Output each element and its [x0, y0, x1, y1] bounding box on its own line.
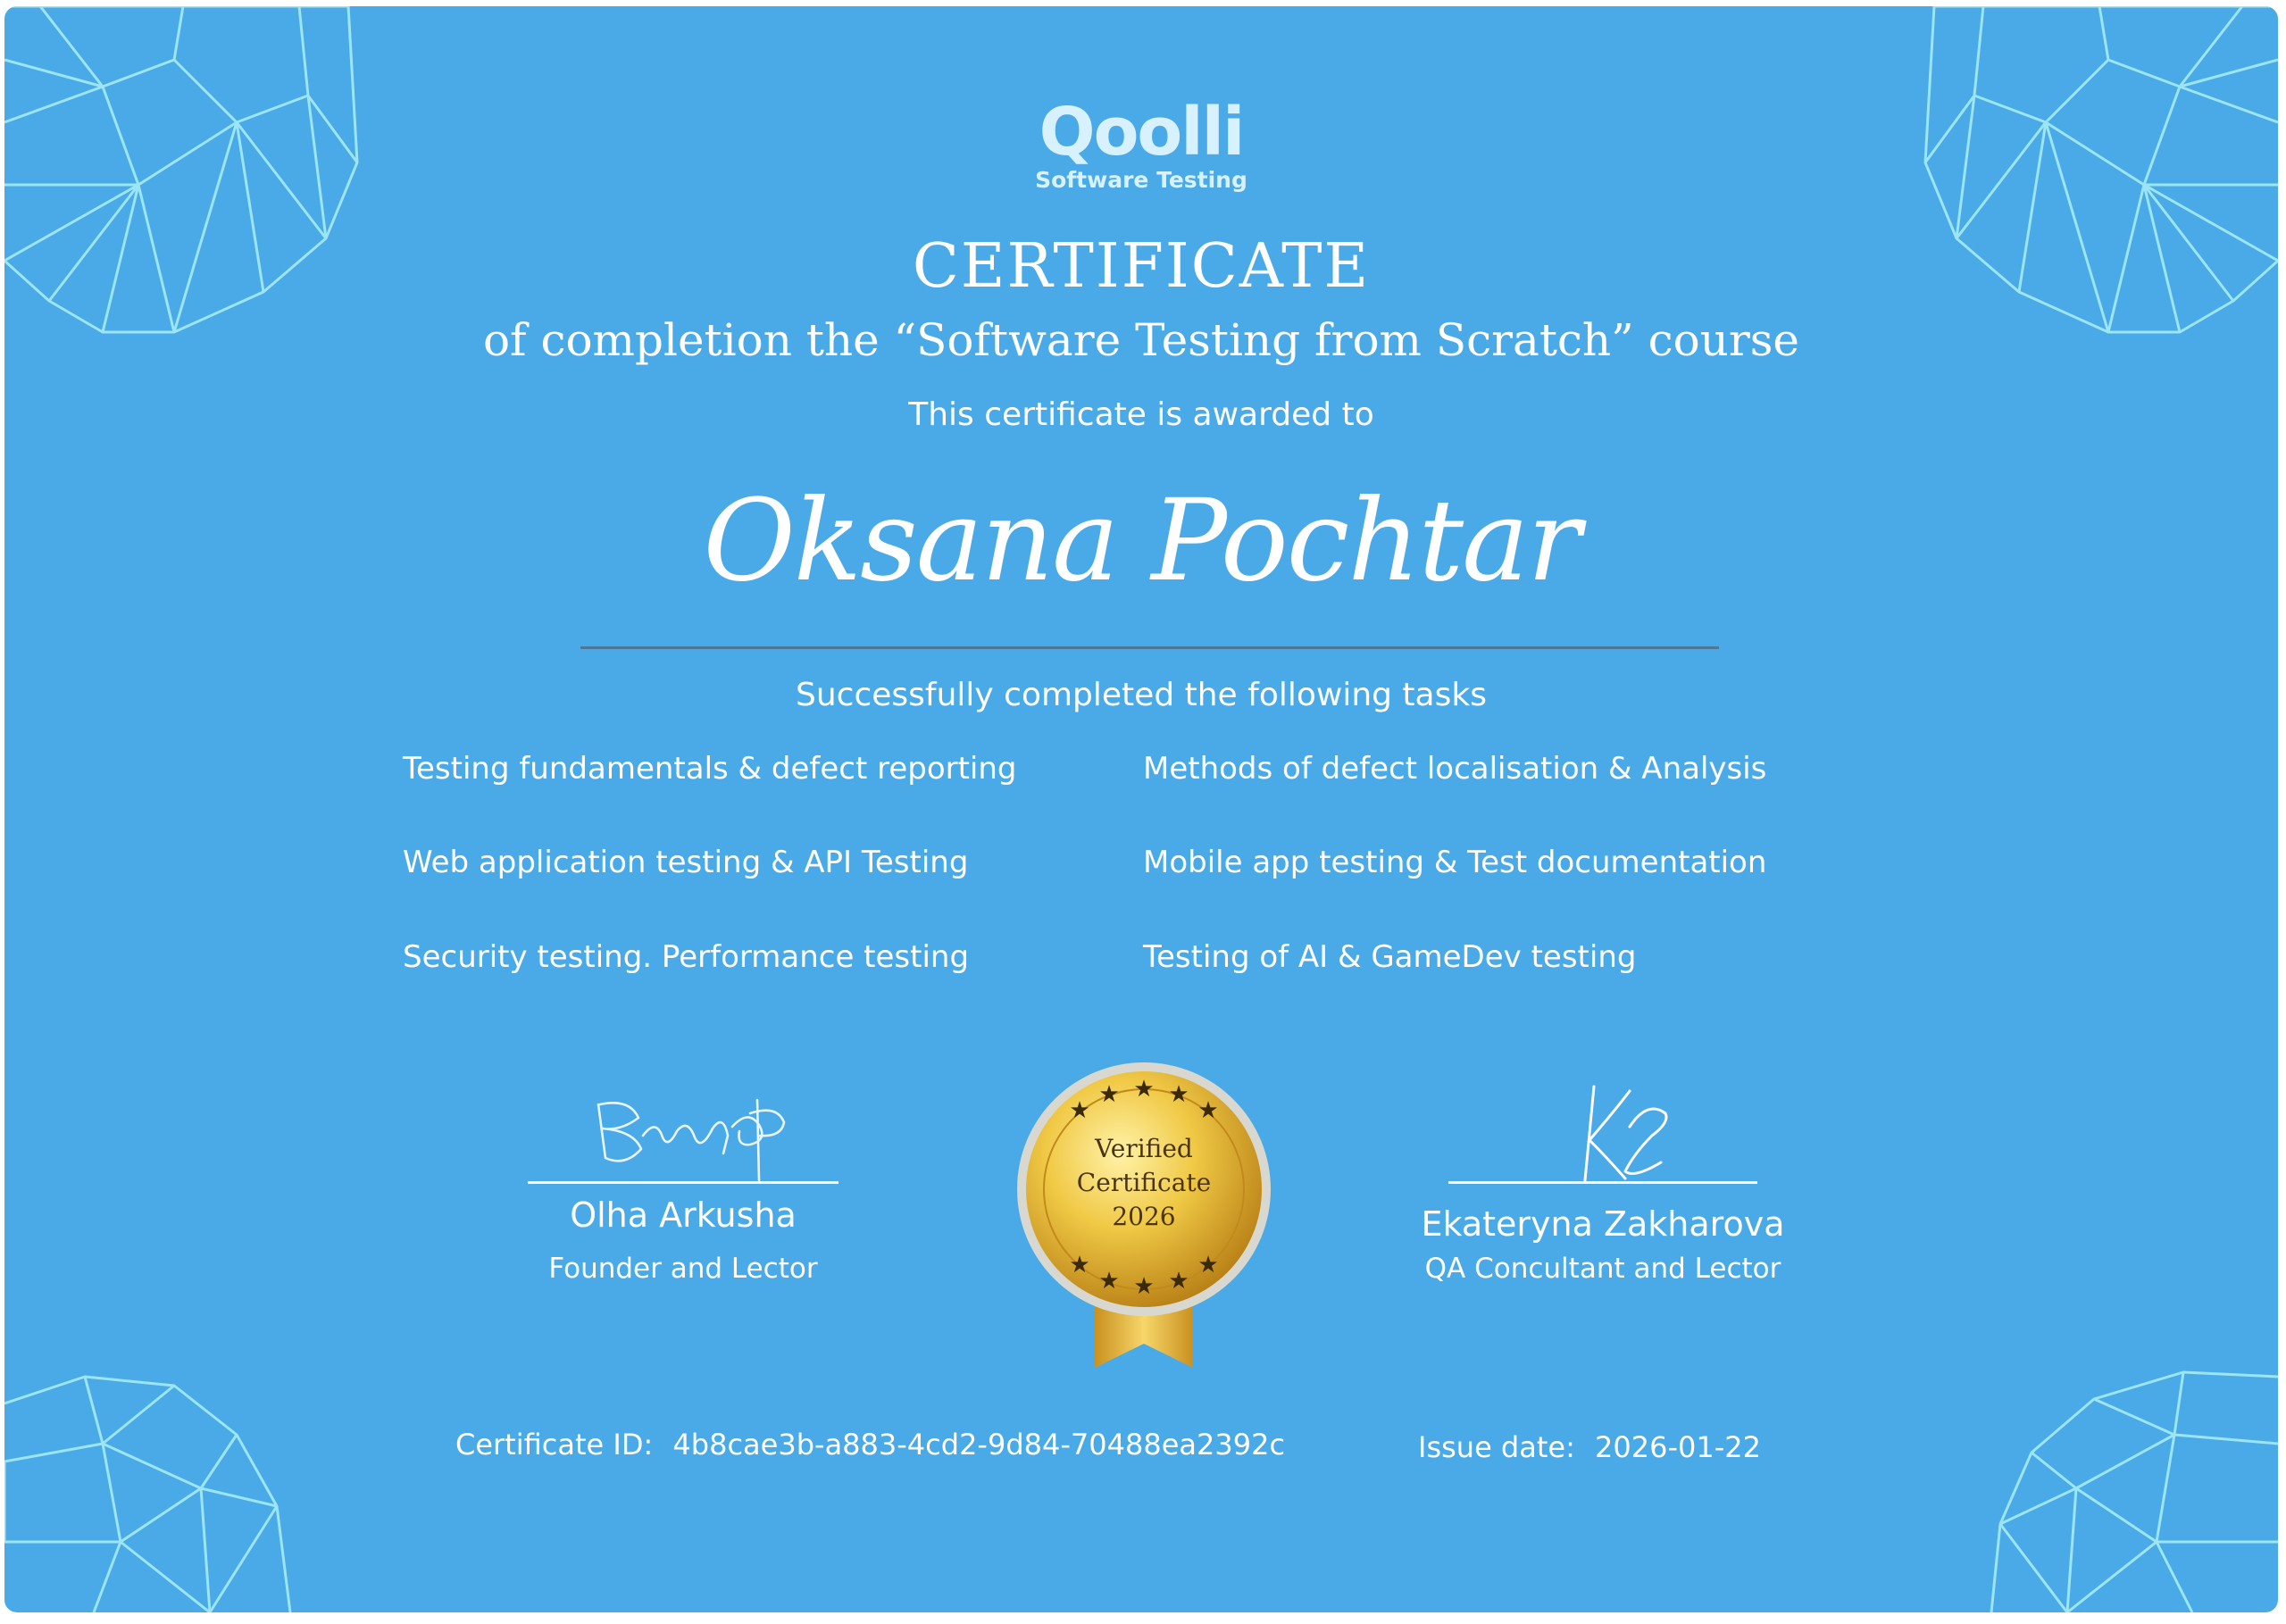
svg-text:★: ★ — [1197, 1252, 1219, 1278]
task-item: Mobile app testing & Test documentation — [1143, 845, 1767, 880]
task-item: Security testing. Performance testing — [403, 939, 970, 975]
signature-olha-arkusha — [589, 1082, 795, 1189]
signatory-right — [1371, 1204, 1835, 1285]
svg-text:★: ★ — [1098, 1268, 1120, 1295]
seal-line-2: Certificate — [1076, 1168, 1212, 1197]
tasks-heading: Successfully completed the following tasks — [796, 677, 1487, 713]
brand-tagline: Software Testing — [1035, 167, 1247, 193]
svg-text:★: ★ — [1098, 1081, 1120, 1108]
certificate — [4, 6, 2278, 1612]
recipient-name: Oksana Pochtar — [703, 475, 1580, 606]
geodesic-bottom-left-icon — [4, 1377, 290, 1612]
task-item: Testing fundamentals & defect reporting — [403, 751, 1017, 787]
certificate-id — [455, 1428, 1285, 1462]
issue-date-label: Issue date: — [1418, 1430, 1575, 1464]
svg-text:★: ★ — [1133, 1273, 1155, 1300]
signatory-role: QA Concultant and Lector — [1424, 1253, 1781, 1285]
task-item: Web application testing & API Testing — [403, 845, 969, 880]
svg-text:★: ★ — [1069, 1097, 1090, 1124]
svg-text:★: ★ — [1069, 1252, 1090, 1278]
certificate-id-label: Certificate ID: — [455, 1428, 654, 1462]
certificate-subtitle: of completion the “Software Testing from Scratch” course — [482, 314, 1800, 366]
recipient-underline — [580, 646, 1719, 649]
signature-ekateryna-zakharova — [1563, 1073, 1679, 1189]
seal-line-1: Verified — [1095, 1134, 1193, 1163]
task-item: Methods of defect localisation & Analysis — [1143, 751, 1767, 787]
signatory-name: Olha Arkusha — [570, 1195, 797, 1235]
awarded-text: This certificate is awarded to — [908, 396, 1374, 433]
certificate-title: CERTIFICATE — [912, 231, 1371, 302]
svg-text:★: ★ — [1168, 1081, 1189, 1108]
geodesic-bottom-right-icon — [1991, 1372, 2278, 1612]
signature-line — [528, 1181, 838, 1184]
svg-text:★: ★ — [1168, 1268, 1189, 1295]
svg-text:★: ★ — [1133, 1076, 1155, 1103]
issue-date-value: 2026-01-22 — [1595, 1430, 1761, 1464]
brand-logo: Qoolli — [1039, 94, 1244, 171]
signatory-role: Founder and Lector — [548, 1253, 818, 1285]
issue-date — [1418, 1430, 1761, 1464]
task-item: Testing of AI & GameDev testing — [1143, 939, 1637, 975]
signature-line — [1448, 1181, 1757, 1184]
signatory-name: Ekateryna Zakharova — [1421, 1204, 1785, 1244]
seal-line-3: 2026 — [1112, 1202, 1176, 1231]
certificate-id-value: 4b8cae3b-a883-4cd2-9d84-70488ea2392c — [672, 1428, 1286, 1462]
svg-text:★: ★ — [1197, 1097, 1219, 1124]
signatory-left — [451, 1195, 915, 1285]
